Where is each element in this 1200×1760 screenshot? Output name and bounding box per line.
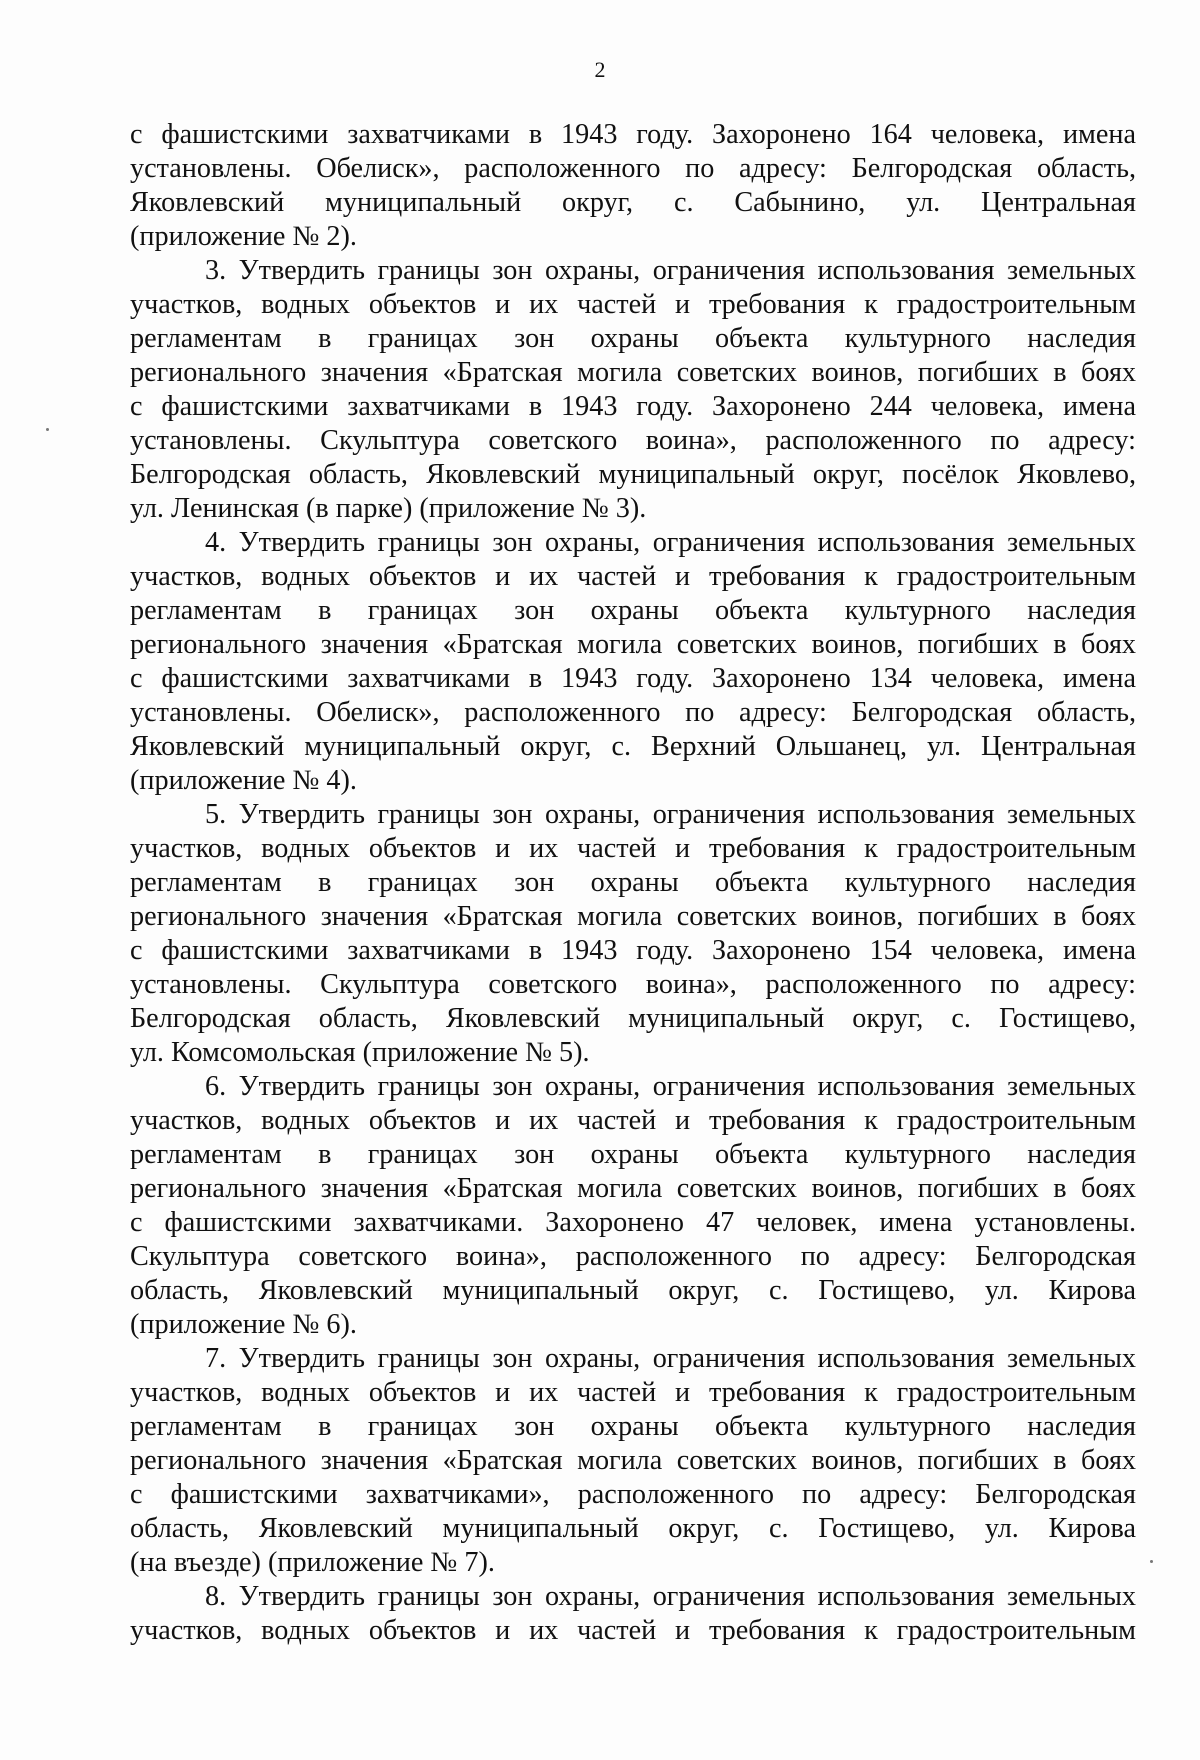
text-line: участков, водных объектов и их частей и требования к градостроительным [130,833,1136,864]
text-line: с фашистскими захватчиками в 1943 году. Захоронено 244 человека, имена [130,391,1136,422]
text-line: регламентам в границах зон охраны объекта культурного наследия [130,595,1136,626]
text-line: Белгородская область, Яковлевский муниципальный округ, посёлок Яковлево, [130,459,1136,490]
text-line: установлены. Обелиск», расположенного по адресу: Белгородская область, [130,153,1136,184]
paragraph-start-line: 5. Утвердить границы зон охраны, ограничения использования земельных [205,799,1136,830]
text-line: регламентам в границах зон охраны объекта культурного наследия [130,1411,1136,1442]
text-line: регионального значения «Братская могила советских воинов, погибших в боях [130,901,1136,932]
text-line: установлены. Обелиск», расположенного по адресу: Белгородская область, [130,697,1136,728]
scan-speck [46,428,49,431]
text-line: область, Яковлевский муниципальный округ, с. Гостищево, ул. Кирова [130,1513,1136,1544]
text-line: с фашистскими захватчиками», расположенного по адресу: Белгородская [130,1479,1136,1510]
text-line: с фашистскими захватчиками в 1943 году. Захоронено 134 человека, имена [130,663,1136,694]
paragraph-start-line: 6. Утвердить границы зон охраны, ограничения использования земельных [205,1071,1136,1102]
text-line: установлены. Скульптура советского воина», расположенного по адресу: [130,425,1136,456]
text-line: регионального значения «Братская могила советских воинов, погибших в боях [130,629,1136,660]
text-line: с фашистскими захватчиками. Захоронено 47 человек, имена установлены. [130,1207,1136,1238]
paragraph-start-line: 7. Утвердить границы зон охраны, ограничения использования земельных [205,1343,1136,1374]
text-line: участков, водных объектов и их частей и требования к градостроительным [130,1615,1136,1646]
text-line: регионального значения «Братская могила советских воинов, погибших в боях [130,1445,1136,1476]
text-line: Скульптура советского воина», расположенного по адресу: Белгородская [130,1241,1136,1272]
text-line: с фашистскими захватчиками в 1943 году. Захоронено 164 человека, имена [130,119,1136,150]
text-line: Белгородская область, Яковлевский муниципальный округ, с. Гостищево, [130,1003,1136,1034]
paragraph-start-line: 8. Утвердить границы зон охраны, ограничения использования земельных [205,1581,1136,1612]
text-line: участков, водных объектов и их частей и требования к градостроительным [130,561,1136,592]
text-line: с фашистскими захватчиками в 1943 году. Захоронено 154 человека, имена [130,935,1136,966]
text-line: участков, водных объектов и их частей и требования к градостроительным [130,1377,1136,1408]
scan-speck [1150,1560,1153,1563]
text-line: область, Яковлевский муниципальный округ, с. Гостищево, ул. Кирова [130,1275,1136,1306]
text-line: регионального значения «Братская могила советских воинов, погибших в боях [130,1173,1136,1204]
text-line: регламентам в границах зон охраны объекта культурного наследия [130,867,1136,898]
text-line: (приложение № 4). [130,765,357,796]
text-line: регионального значения «Братская могила советских воинов, погибших в боях [130,357,1136,388]
page-number: 2 [594,57,606,82]
text-line: (приложение № 2). [130,221,357,252]
text-line: Яковлевский муниципальный округ, с. Сабынино, ул. Центральная [130,187,1136,218]
text-line: участков, водных объектов и их частей и требования к градостроительным [130,1105,1136,1136]
text-line: (на въезде) (приложение № 7). [130,1547,495,1578]
text-line: установлены. Скульптура советского воина», расположенного по адресу: [130,969,1136,1000]
text-line: участков, водных объектов и их частей и требования к градостроительным [130,289,1136,320]
paragraph-start-line: 4. Утвердить границы зон охраны, ограничения использования земельных [205,527,1136,558]
text-line: Яковлевский муниципальный округ, с. Верхний Ольшанец, ул. Центральная [130,731,1136,762]
text-line: регламентам в границах зон охраны объекта культурного наследия [130,323,1136,354]
text-line: ул. Ленинская (в парке) (приложение № 3). [130,493,647,524]
text-line: (приложение № 6). [130,1309,357,1340]
text-line: регламентам в границах зон охраны объекта культурного наследия [130,1139,1136,1170]
paragraph-start-line: 3. Утвердить границы зон охраны, ограничения использования земельных [205,255,1136,286]
text-line: ул. Комсомольская (приложение № 5). [130,1037,590,1068]
